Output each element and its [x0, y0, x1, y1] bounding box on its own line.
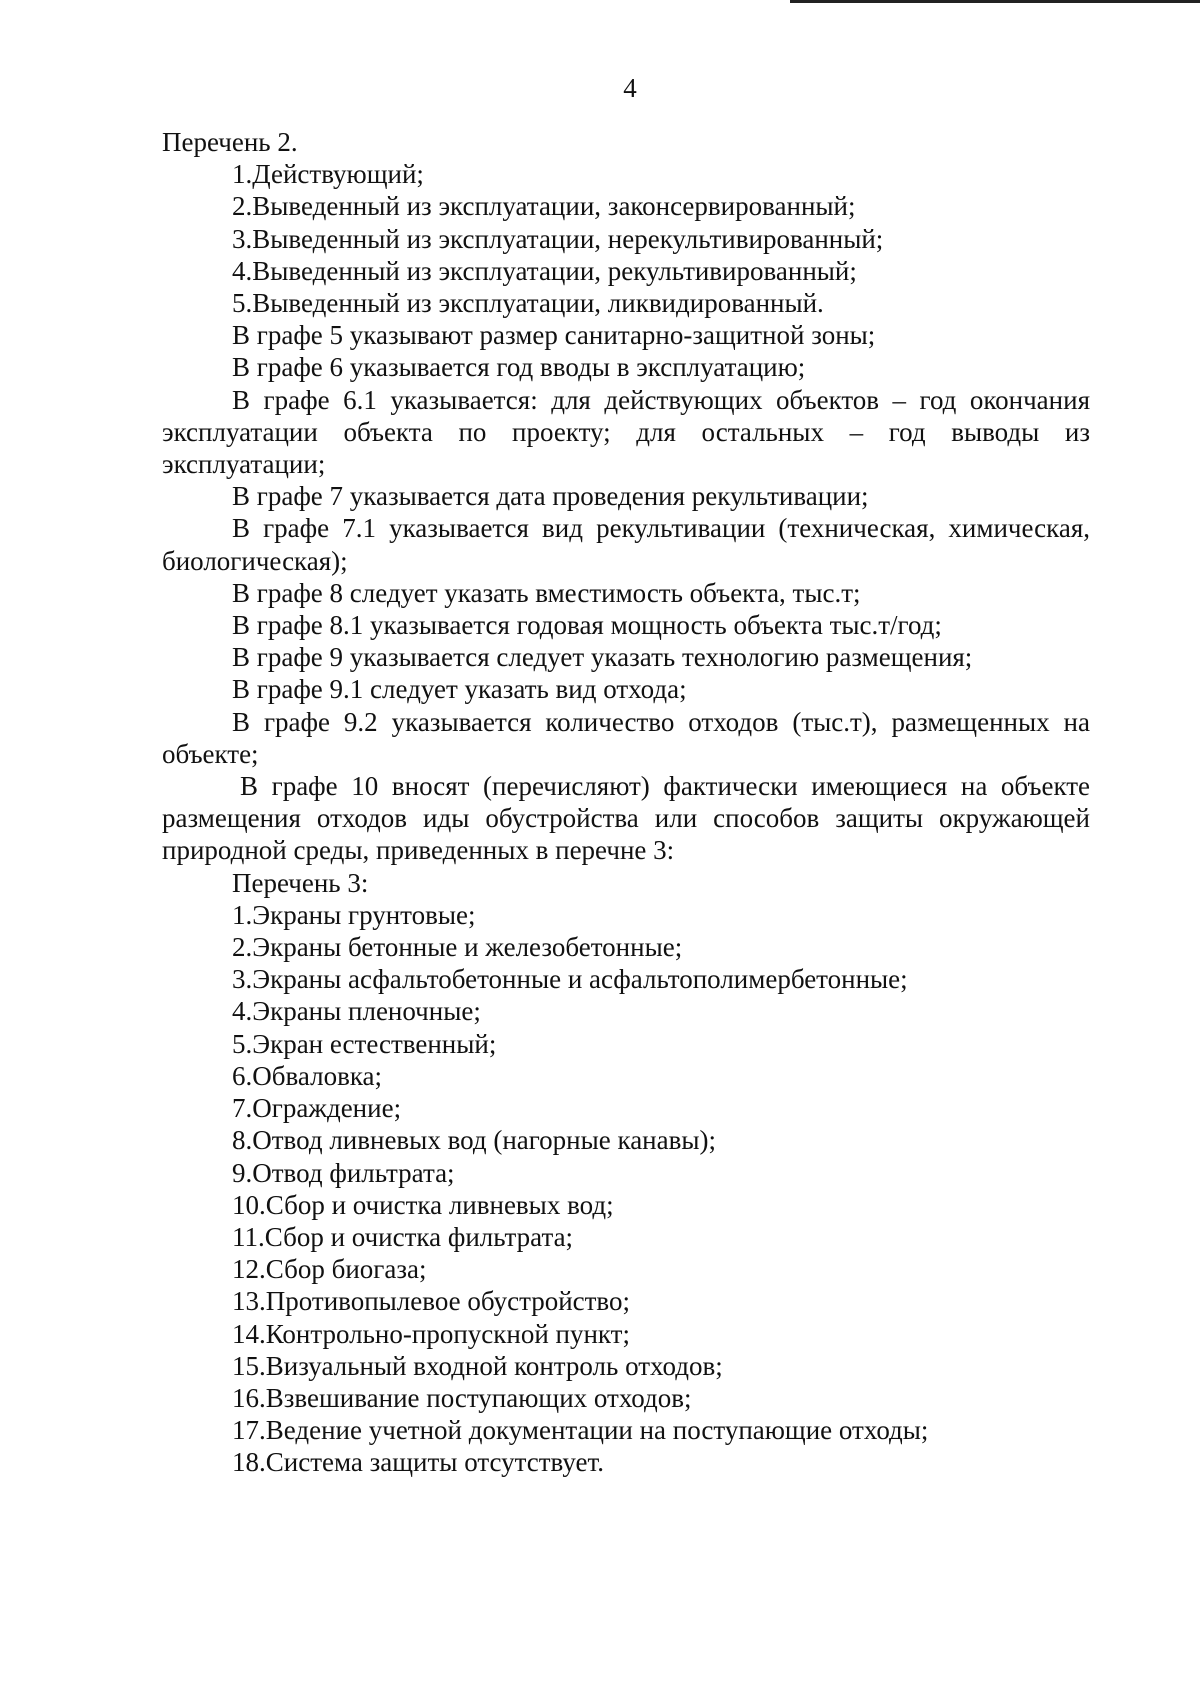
list-item: 5.Выведенный из эксплуатации, ликвидированный. — [232, 288, 824, 319]
list-item: 3.Выведенный из эксплуатации, нерекультивированный; — [232, 223, 884, 254]
list-item: 12.Сбор биогаза; — [232, 1254, 427, 1285]
list-item: 8.Отвод ливневых вод (нагорные канавы); — [232, 1125, 716, 1156]
list-item: 11.Сбор и очистка фильтрата; — [232, 1221, 574, 1252]
list-item: 1.Действующий; — [232, 159, 424, 190]
list3-title: Перечень 3: — [232, 867, 369, 898]
list-item: 13.Противопылевое обустройство; — [232, 1286, 630, 1317]
paragraph-col10: В графе 10 вносят (перечисляют) фактически имеющиеся на объекте размещения отходов иды обустройства или способов защиты окружающей природной среды, приведенных в перечне 3: — [162, 771, 1090, 866]
list-item: 5.Экран естественный; — [232, 1028, 497, 1059]
paragraph-col5: В графе 5 указывают размер санитарно-защитной зоны; — [232, 320, 876, 351]
list-item: 4.Экраны пленочные; — [232, 996, 481, 1027]
list-item: 18.Система защиты отсутствует. — [232, 1447, 604, 1478]
list-item: 17.Ведение учетной документации на поступающие отходы; — [232, 1415, 929, 1446]
paragraph-col7: В графе 7 указывается дата проведения рекультивации; — [232, 481, 869, 512]
paragraph-col9: В графе 9 указывается следует указать технологию размещения; — [232, 642, 973, 673]
document-body — [162, 126, 1090, 1479]
paragraph-col8: В графе 8 следует указать вместимость объекта, тыс.т; — [232, 577, 861, 608]
list-item: 4.Выведенный из эксплуатации, рекультивированный; — [232, 255, 857, 286]
paragraph-col9-2: В графе 9.2 указывается количество отходов (тыс.т), размещенных на объекте; — [162, 706, 1090, 769]
list-item: 16.Взвешивание поступающих отходов; — [232, 1382, 692, 1413]
paragraph-col7-1: В графе 7.1 указывается вид рекультивации (техническая, химическая, биологическая); — [162, 513, 1090, 576]
list-item: 14.Контрольно-пропускной пункт; — [232, 1318, 630, 1349]
list-item: 3.Экраны асфальтобетонные и асфальтополимербетонные; — [232, 964, 908, 995]
list2-title: Перечень 2. — [162, 127, 298, 157]
list-item: 10.Сбор и очистка ливневых вод; — [232, 1189, 614, 1220]
list-item: 7.Ограждение; — [232, 1093, 402, 1124]
list-item: 1.Экраны грунтовые; — [232, 899, 476, 930]
list-item: 2.Экраны бетонные и железобетонные; — [232, 932, 683, 963]
paragraph-col6: В графе 6 указывается год вводы в эксплуатацию; — [232, 352, 806, 383]
paragraph-col6-1: В графе 6.1 указывается: для действующих объектов – год окончания эксплуатации объекта по проекту; для остальных – год выводы из эксплуатации; — [162, 384, 1090, 480]
page-number: 4 — [623, 73, 637, 103]
list-item: 9.Отвод фильтрата; — [232, 1157, 455, 1188]
paragraph-col8-1: В графе 8.1 указывается годовая мощность объекта тыс.т/год; — [232, 610, 942, 641]
list-item: 15.Визуальный входной контроль отходов; — [232, 1350, 723, 1381]
list-item: 6.Обваловка; — [232, 1060, 383, 1091]
list-item: 2.Выведенный из эксплуатации, законсервированный; — [232, 191, 856, 222]
top-border-line — [790, 0, 1200, 3]
paragraph-col9-1: В графе 9.1 следует указать вид отхода; — [232, 674, 687, 705]
